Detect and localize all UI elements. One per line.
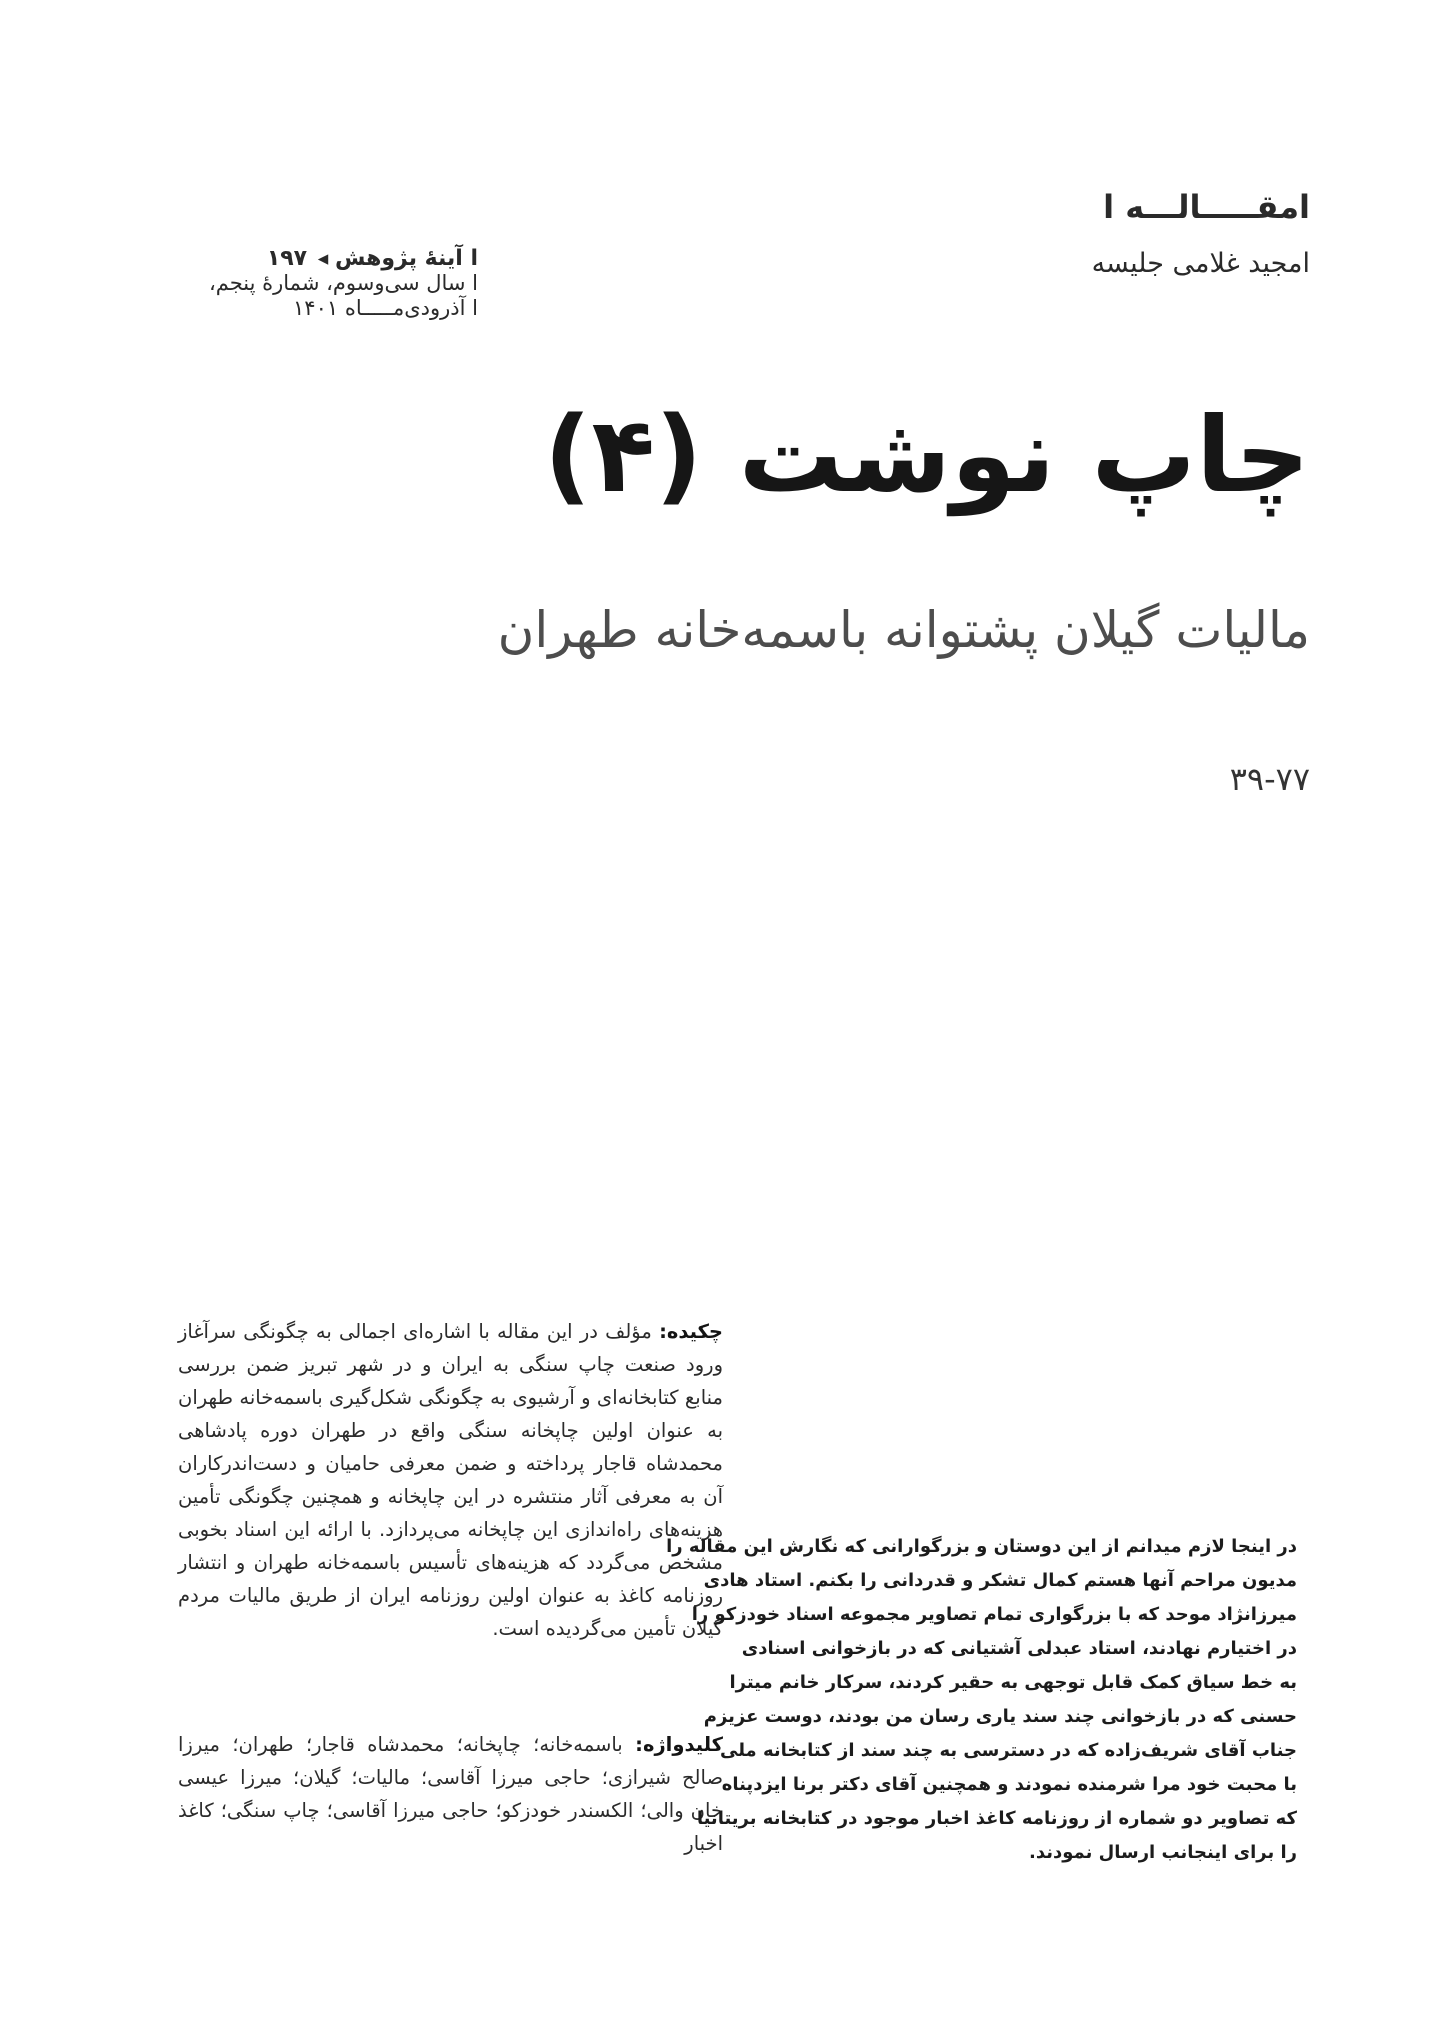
- abstract-text: مؤلف در این مقاله با اشاره‌ای اجمالی به چگونگی سرآغاز ورود صنعت چاپ سنگی به ایران و در شهر تبریز ضمن بررسی منابع کتابخانه‌ای و آرشیوی به چگونگی شکل‌گیری باسمه‌خانه طهران به عنوان اولین چاپخانه سنگی واقع در طهران دوره پادشاهی محمدشاه قاجار پرداخته و ضمن معرفی حامیان و دست‌اندرکاران آن به معرفی آثار منتشره در این چاپخانه و همچنین چگونگی تأمین هزینه‌های راه‌اندازی این چاپخانه می‌پردازد. با ارائه این اسناد بخوبی مشخص می‌گردد که هزینه‌های تأسیس باسمه‌خانه طهران و انتشار روزنامه کاغذ به عنوان اولین روزنامه ایران از طریق مالیات مردم گیلان تأمین می‌گردیده است.: [178, 1320, 723, 1640]
- ack-line: مدیون مراحم آنها هستم کمال تشکر و قدردانی را بکنم. استاد هادی: [703, 1570, 1297, 1591]
- author-name: امجید غلامی جلیسه: [1091, 248, 1310, 279]
- ack-line: در اختیارم نهادند، استاد عبدلی آشتیانی که در بازخوانی اسنادی: [741, 1638, 1297, 1659]
- journal-name-line: [178, 246, 478, 271]
- ack-line: جناب آقای شریف‌زاده که در دسترسی به چند سند از کتابخانه ملی: [720, 1740, 1297, 1761]
- issue-number: ۱۹۷: [266, 246, 308, 271]
- ack-line: میرزانژاد موحد که با بزرگواری تمام تصاویر مجموعه اسناد خودزکو را: [691, 1604, 1297, 1625]
- article-subtitle: مالیات گیلان پشتوانه باسمه‌خانه طهران: [497, 601, 1310, 659]
- ack-line: را برای اینجانب ارسال نمودند.: [1029, 1842, 1297, 1863]
- section-label: امقـــــالـــه ا: [1103, 188, 1310, 226]
- keywords: [178, 1728, 723, 1860]
- journal-year-issue: ا سال سی‌وسوم، شمارهٔ پنجم،: [208, 271, 478, 295]
- ack-line: حسنی که در بازخوانی چند سند یاری رسان من بودند، دوست عزیزم: [703, 1706, 1297, 1727]
- ack-line: به خط سیاق کمک قابل توجهی به حقیر کردند، سرکار خانم میترا: [729, 1672, 1297, 1693]
- journal-info: [178, 246, 478, 321]
- abstract-label: چکیده:: [659, 1320, 723, 1343]
- page-range: ۳۹-۷۷: [1229, 760, 1310, 798]
- journal-name: ا آینهٔ پژوهش: [335, 246, 478, 271]
- ack-line: با محبت خود مرا شرمنده نمودند و همچنین آقای دکتر برنا ایزدپناه: [721, 1774, 1297, 1795]
- keywords-label: کلیدواژه:: [635, 1733, 724, 1756]
- journal-date: ا آذرودی‌مـــــاه ۱۴۰۱: [293, 296, 478, 320]
- ack-line: در اینجا لازم میدانم از این دوستان و بزرگوارانی که نگارش این مقاله را: [666, 1536, 1297, 1557]
- bullet-icon: ◂: [317, 246, 329, 270]
- keywords-text: باسمه‌خانه؛ چاپخانه؛ محمدشاه قاجار؛ طهران؛ میرزا صالح شیرازی؛ حاجی میرزا آقاسی؛ مالیات؛ گیلان؛ میرزا عیسی خان والی؛ الکسندر خودزکو؛ حاجی میرزا آقاسی؛ چاپ سنگی؛ کاغذ اخبار: [178, 1733, 723, 1855]
- abstract: [178, 1315, 723, 1645]
- ack-line: که تصاویر دو شماره از روزنامه کاغذ اخبار موجود در کتابخانه بریتانیا: [696, 1808, 1297, 1829]
- article-title: چاپ نوشت (۴): [543, 394, 1310, 516]
